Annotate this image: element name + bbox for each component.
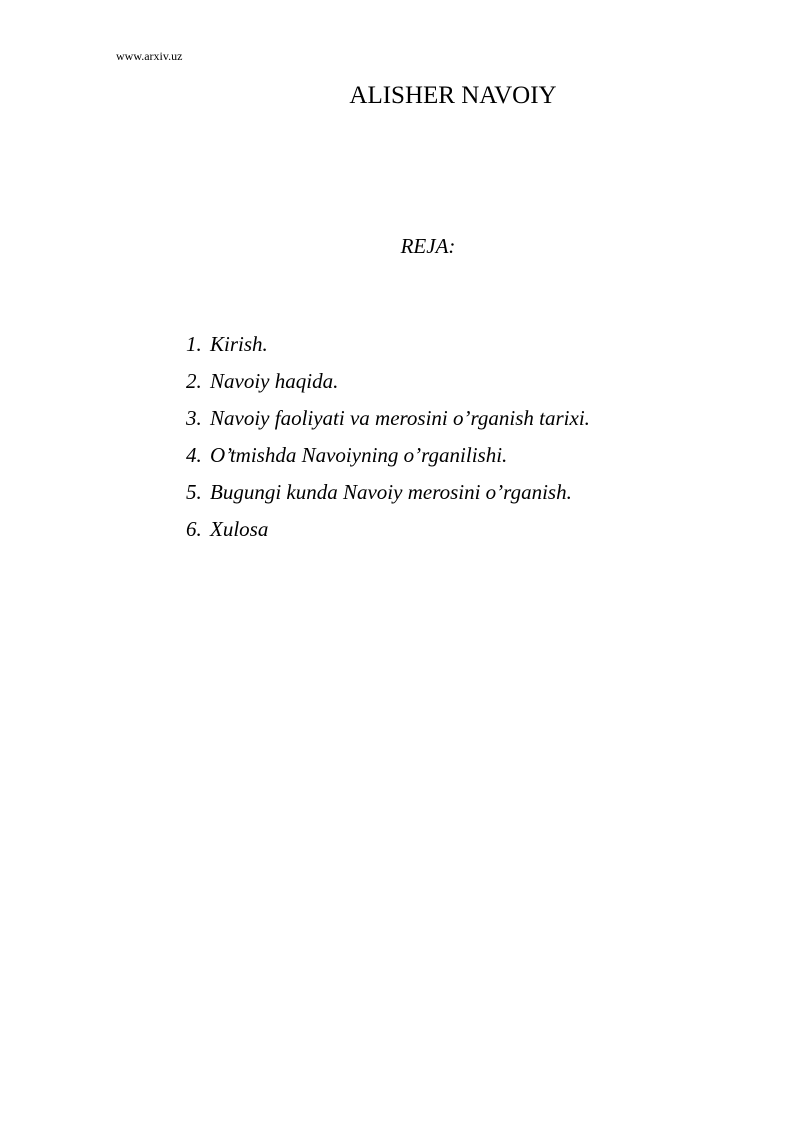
plan-item-number: 1. (186, 332, 202, 356)
plan-item-text: Navoiy faoliyati va merosini o’rganish tarixi. (210, 406, 590, 430)
plan-list (186, 331, 590, 553)
plan-item-number: 2. (186, 369, 202, 393)
plan-item-text: Navoiy haqida. (210, 369, 339, 393)
plan-heading: REJA: (400, 234, 456, 258)
site-url: www.arxiv.uz (116, 49, 183, 63)
document-title: ALISHER NAVOIY (349, 82, 557, 109)
plan-item-number: 3. (186, 406, 202, 430)
plan-item-otmishda (186, 442, 590, 479)
plan-item-text: Bugungi kunda Navoiy merosini o’rganish. (210, 480, 572, 504)
plan-item-bugungi-kunda (186, 479, 590, 516)
plan-item-text: Xulosa (210, 517, 269, 541)
plan-item-kirish (186, 331, 590, 368)
plan-item-number: 5. (186, 480, 202, 504)
plan-item-xulosa (186, 516, 590, 553)
plan-item-text: O’tmishda Navoiyning o’rganilishi. (210, 443, 508, 467)
plan-item-number: 6. (186, 517, 202, 541)
plan-item-number: 4. (186, 443, 202, 467)
plan-item-organish-tarixi (186, 405, 590, 442)
plan-item-navoiy-haqida (186, 368, 590, 405)
plan-item-text: Kirish. (210, 332, 268, 356)
